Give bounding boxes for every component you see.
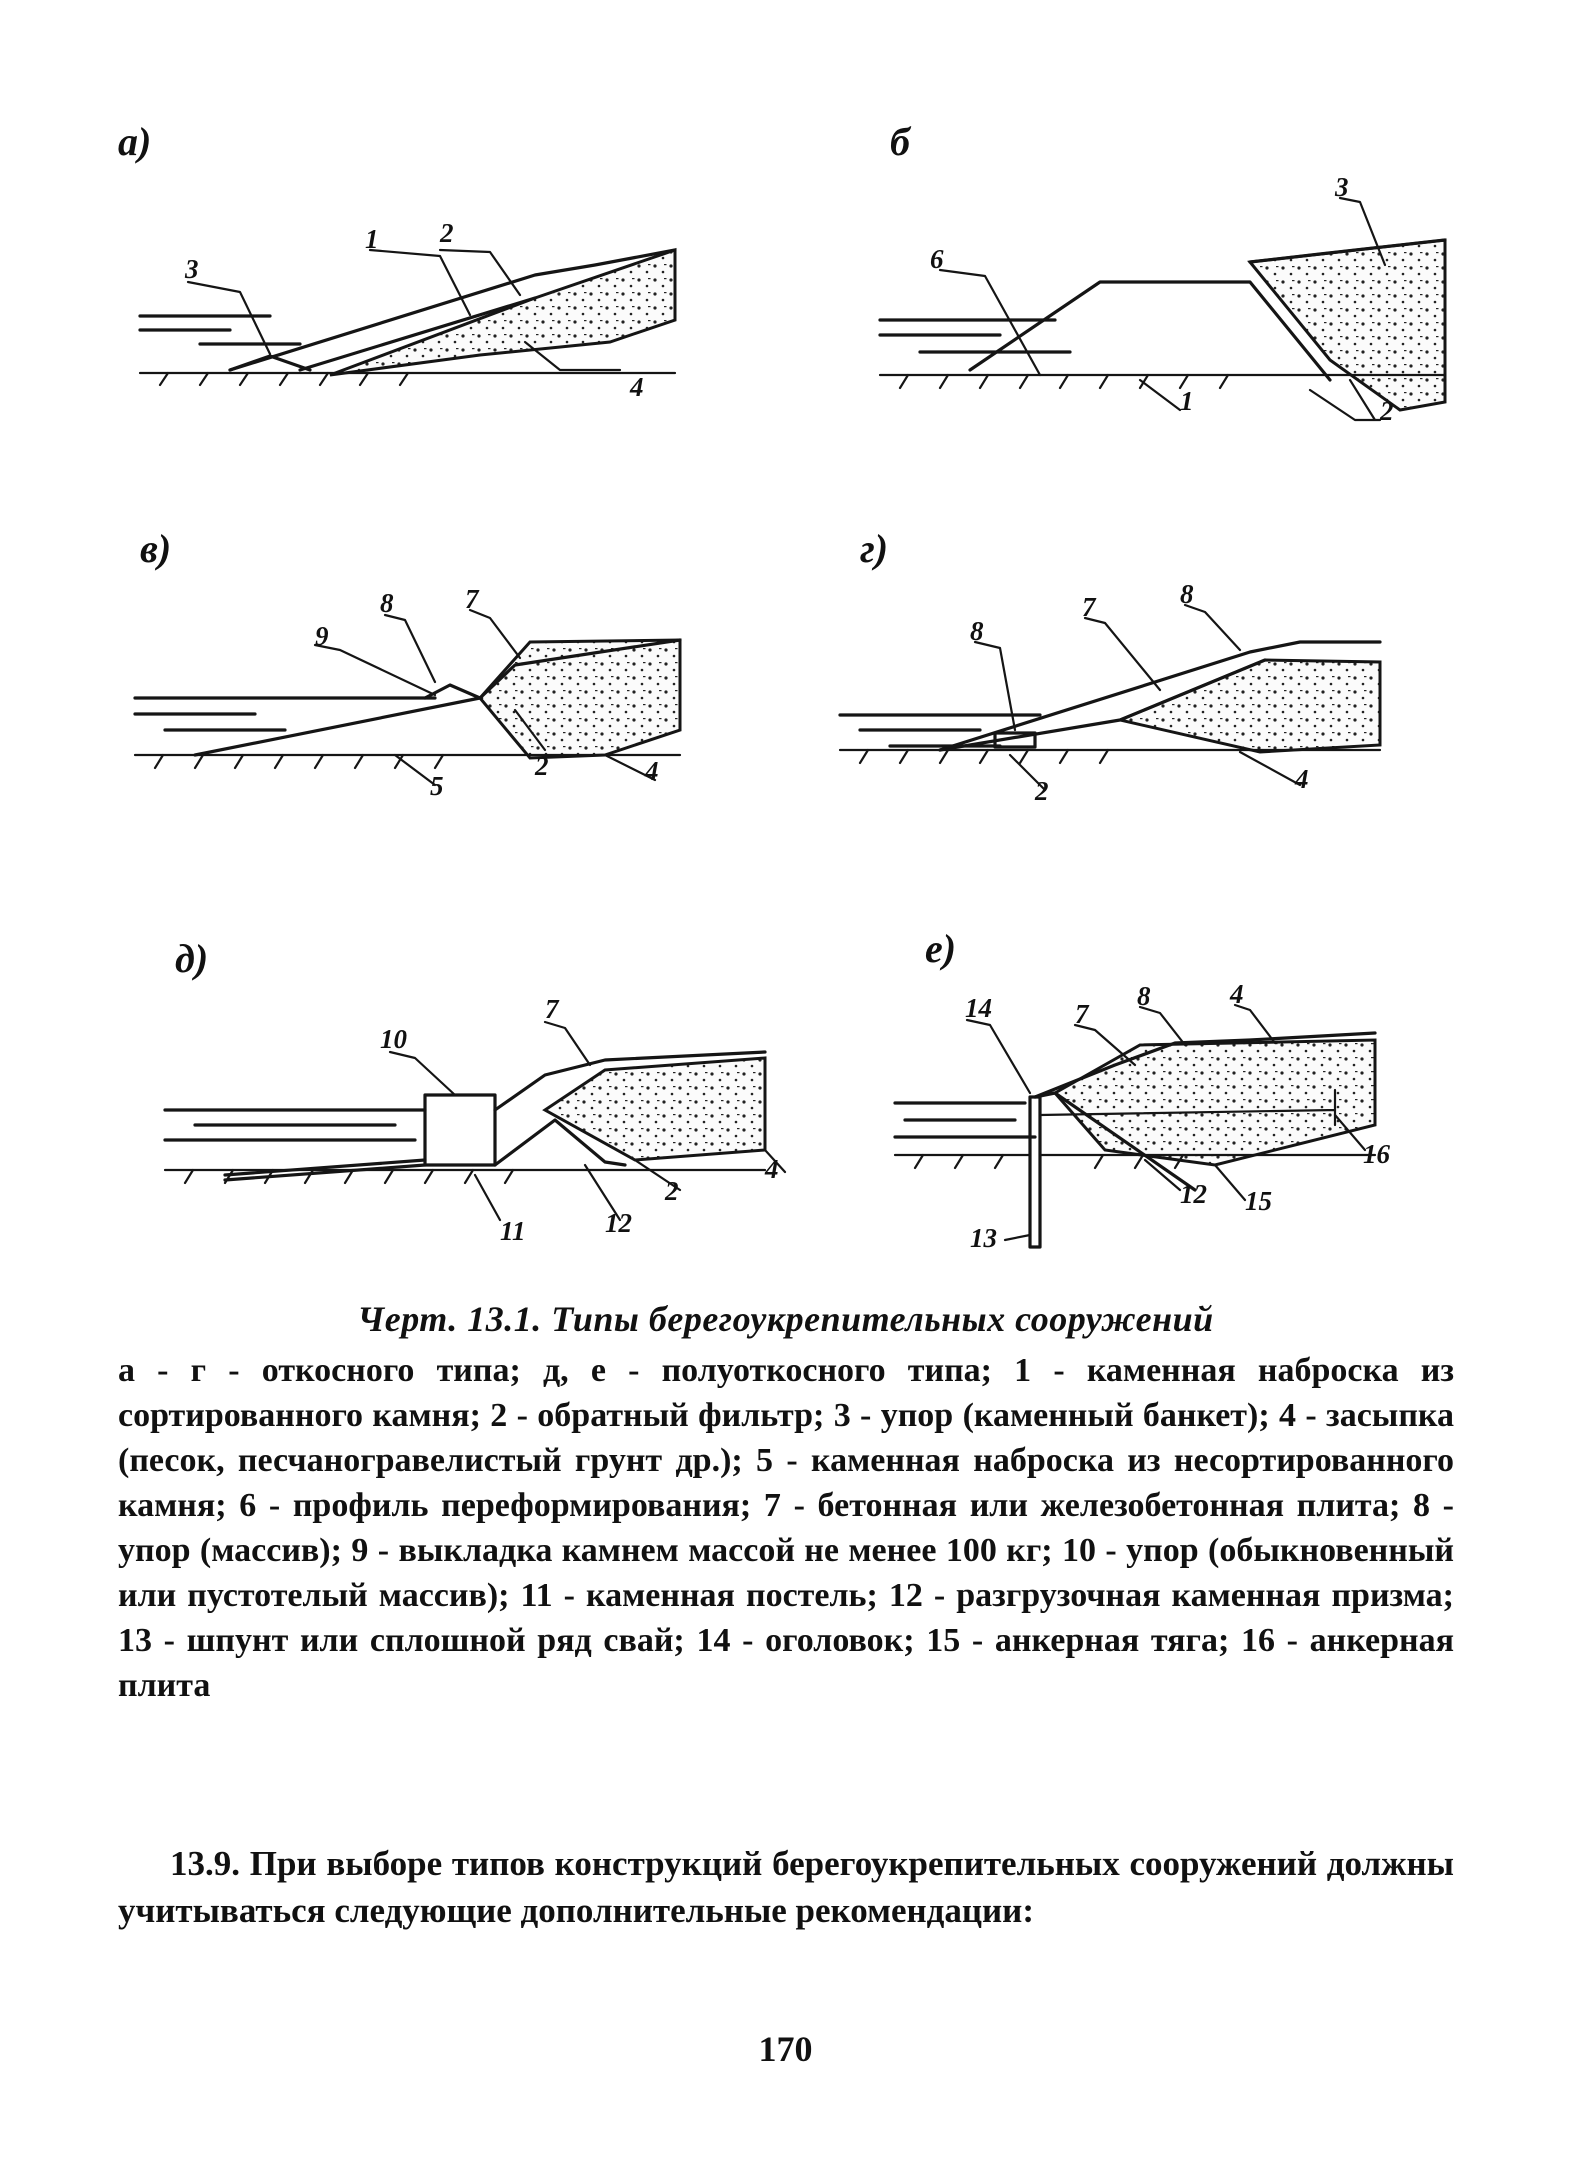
figure-e-label-8: 8	[1137, 981, 1151, 1011]
figure-b-label-1: 1	[1180, 386, 1194, 416]
figure-a-label-3: 3	[185, 254, 199, 284]
figure-g-label-7: 7	[1082, 592, 1096, 622]
figure-g-label-2: 2	[1035, 776, 1049, 806]
figure-a-label-1: 1	[365, 224, 379, 254]
figure-v-diagram	[135, 584, 705, 820]
figure-e-diagram	[895, 979, 1465, 1275]
figure-b-label-3: 3	[1335, 172, 1349, 202]
page-number: 170	[758, 2029, 813, 2069]
figure-d-label-11: 11	[500, 1216, 526, 1246]
figure-caption-legend: а - г - откосного типа; д, е - полуоткосного типа; 1 - каменная наброска из сортированного камня; 2 - обратный фильтр; 3 - упор (каменный банкет); 4 - засыпка (песок, песчаногравелистый грунт др.); 5 - каменная наброска из несортированного камня; 6 - профиль переформирования; 7 - бетонная или железобетонная плита; 8 - упор (массив); 9 - выкладка камнем массой не менее 100 кг; 10 - упор (обыкновенный или пустотелый массив); 11 - каменная постель; 12 - разгрузочная каменная призма; 13 - шпунт или сплошной ряд свай; 14 - оголовок; 15 - анкерная тяга; 16 - анкерная плита	[118, 1352, 1454, 1704]
figure-v-letter: в)	[140, 526, 172, 571]
figure-e-label-13: 13	[970, 1223, 997, 1253]
figure-e-label-16: 16	[1363, 1139, 1390, 1169]
figure-d-label-4: 4	[765, 1154, 779, 1184]
figure-v-label-5: 5	[430, 771, 444, 801]
figure-d-label-2: 2	[665, 1176, 679, 1206]
figure-a-diagram	[140, 220, 700, 420]
figure-e-letter: е)	[925, 926, 957, 971]
figure-e-label-12: 12	[1180, 1179, 1207, 1209]
figure-b-diagram	[880, 172, 1460, 440]
figure-d-diagram	[165, 994, 805, 1270]
figure-b-label-2: 2	[1380, 396, 1394, 426]
figure-g-diagram	[840, 579, 1420, 820]
figure-b-label-6: 6	[930, 244, 944, 274]
figure-e-label-7: 7	[1075, 999, 1089, 1029]
figure-d-label-12: 12	[605, 1208, 632, 1238]
figure-caption-title: Черт. 13.1. Типы берегоукрепительных сооружений	[357, 1299, 1214, 1339]
figure-v-label-4: 4	[645, 756, 659, 786]
figure-v-label-7: 7	[465, 584, 479, 614]
section-paragraph: 13.9. При выборе типов конструкций берегоукрепительных сооружений должны учитываться следующие дополнительные рекомендации:	[118, 1844, 1454, 1930]
figure-e-label-4: 4	[1230, 979, 1244, 1009]
figure-g-label-4: 4	[1295, 764, 1309, 794]
figure-d-label-10: 10	[380, 1024, 407, 1054]
figure-g-label-8b: 8	[1180, 579, 1194, 609]
figure-a-letter: а)	[118, 119, 152, 164]
figure-d-label-7: 7	[545, 994, 559, 1024]
figure-v-label-2: 2	[535, 751, 549, 781]
figure-a-label-4: 4	[630, 372, 644, 402]
figure-a-label-2: 2	[440, 218, 454, 248]
figure-e-label-14: 14	[965, 993, 992, 1023]
figure-e-label-15: 15	[1245, 1186, 1272, 1216]
figure-b-letter: б	[890, 119, 910, 164]
figure-d-letter: д)	[175, 936, 209, 981]
figure-g-letter: г)	[860, 526, 889, 571]
figure-v-label-9: 9	[315, 621, 329, 651]
figure-g-label-8a: 8	[970, 616, 984, 646]
figure-v-label-8: 8	[380, 588, 394, 618]
